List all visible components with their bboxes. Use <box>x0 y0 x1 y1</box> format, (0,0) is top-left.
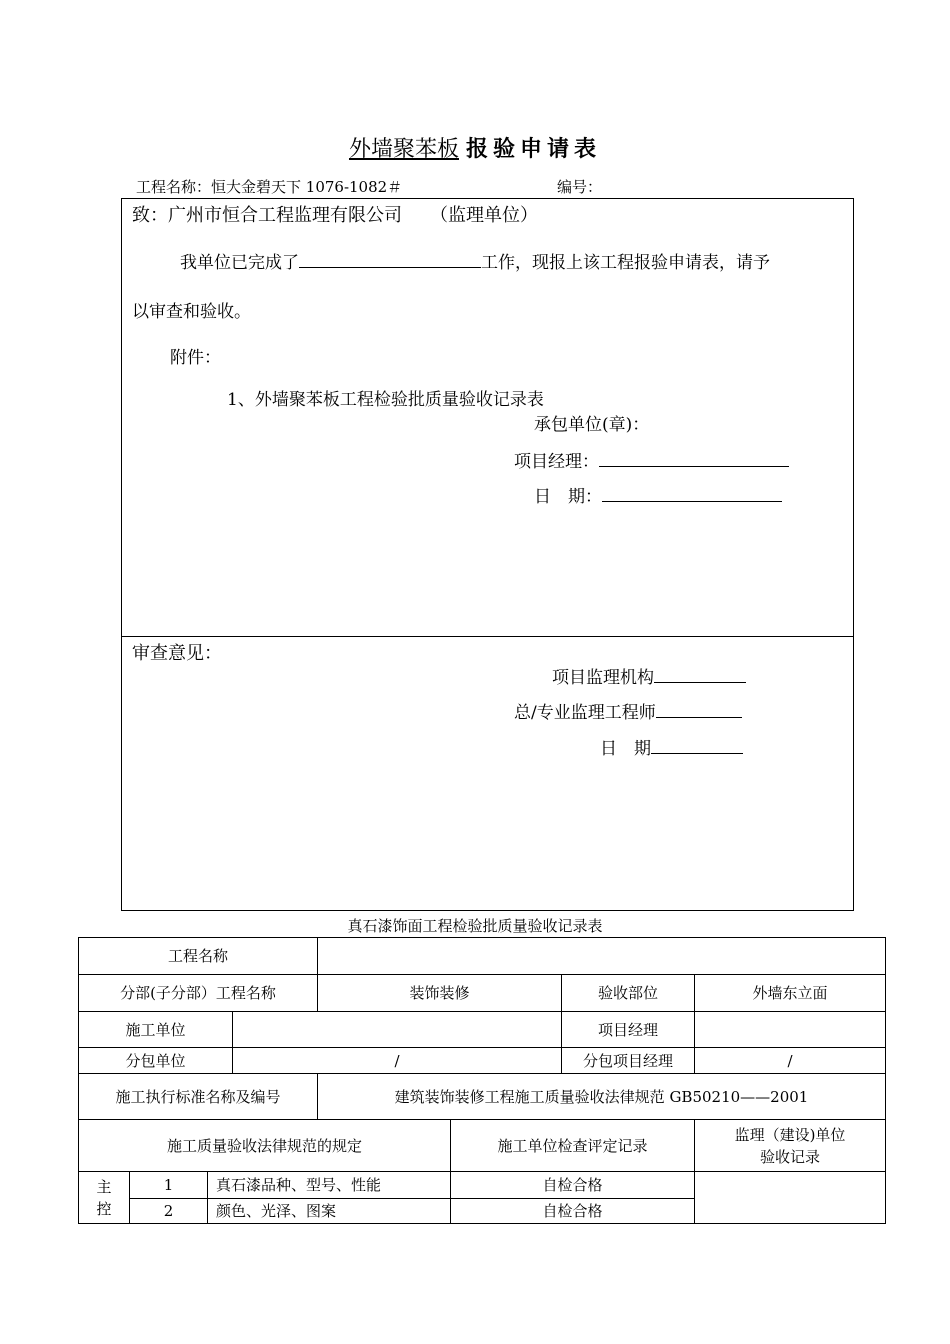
item-description: 颜色、光泽、图案 <box>208 1199 451 1224</box>
contractor-seal-label: 承包单位(章)： <box>534 415 650 435</box>
main-control-label: 主 控 <box>79 1172 130 1224</box>
division-value: 装饰装修 <box>318 975 562 1012</box>
builder-check-column-header: 施工单位检查评定记录 <box>451 1120 695 1172</box>
chief-engineer-field: 总/专业监理工程师 <box>514 698 742 723</box>
division-label: 分部(子分部）工程名称 <box>79 975 318 1012</box>
item-check-result: 自检合格 <box>451 1199 695 1224</box>
table-row <box>79 1012 886 1048</box>
body-line-1: 我单位已完成了 工作，现报上该工程报验申请表，请予 <box>180 248 770 273</box>
sub-contractor-value: / <box>233 1048 562 1074</box>
sub-contractor-label: 分包单位 <box>79 1048 233 1074</box>
item-description: 真石漆品种、型号、性能 <box>208 1172 451 1199</box>
inspect-part-label: 验收部位 <box>562 975 695 1012</box>
page-title <box>0 132 950 163</box>
table-header-row <box>79 1120 886 1172</box>
project-name-value <box>318 938 886 975</box>
attachment-label: 附件： <box>170 348 221 368</box>
body-line-2: 以审查和验收。 <box>132 302 251 322</box>
table-row <box>79 975 886 1012</box>
table-row <box>79 938 886 975</box>
attachment-item-1: 1、外墙聚苯板工程检验批质量验收记录表 <box>227 390 544 410</box>
application-date-field: 日 期： <box>534 482 782 507</box>
sub-pm-label: 分包项目经理 <box>562 1048 695 1074</box>
sub-pm-value: / <box>695 1048 886 1074</box>
section-divider <box>122 636 853 637</box>
table-row <box>79 1074 886 1120</box>
record-table-title: 真石漆饰面工程检验批质量验收记录表 <box>347 917 603 935</box>
document-number-label: 编号： <box>557 178 603 196</box>
inspect-part-value: 外墙东立面 <box>695 975 886 1012</box>
project-name-cell: 工程名称 <box>79 938 318 975</box>
inspection-record-table <box>78 937 886 1224</box>
addressee: 致：广州市恒合工程监理有限公司 （监理单位） <box>132 205 538 226</box>
supervisor-org-field: 项目监理机构 <box>552 663 746 688</box>
pm-value <box>695 1012 886 1048</box>
review-opinion-label: 审查意见： <box>132 643 222 664</box>
project-manager-field: 项目经理： <box>514 447 789 472</box>
title-subject: 外墙聚苯板 <box>348 137 459 162</box>
builder-value <box>233 1012 562 1048</box>
supervisor-record-cell <box>695 1172 886 1224</box>
application-box <box>121 198 854 911</box>
standard-label: 施工执行标准名称及编号 <box>79 1074 318 1120</box>
review-date-field: 日 期 <box>600 734 743 759</box>
title-form-name: 报验申请表 <box>466 136 602 162</box>
supervisor-column-header: 监理（建设)单位 验收记录 <box>695 1120 886 1172</box>
item-check-result: 自检合格 <box>451 1172 695 1199</box>
spec-column-header: 施工质量验收法律规范的规定 <box>79 1120 451 1172</box>
item-number: 1 <box>130 1172 208 1199</box>
item-number: 2 <box>130 1199 208 1224</box>
standard-value: 建筑装饰装修工程施工质量验收法律规范 GB50210——2001 <box>318 1074 886 1120</box>
table-row <box>79 1048 886 1074</box>
builder-label: 施工单位 <box>79 1012 233 1048</box>
pm-label: 项目经理 <box>562 1012 695 1048</box>
table-row <box>79 1172 886 1199</box>
project-name-label: 工程名称：恒大金碧天下 1076-1082＃ <box>136 178 403 196</box>
